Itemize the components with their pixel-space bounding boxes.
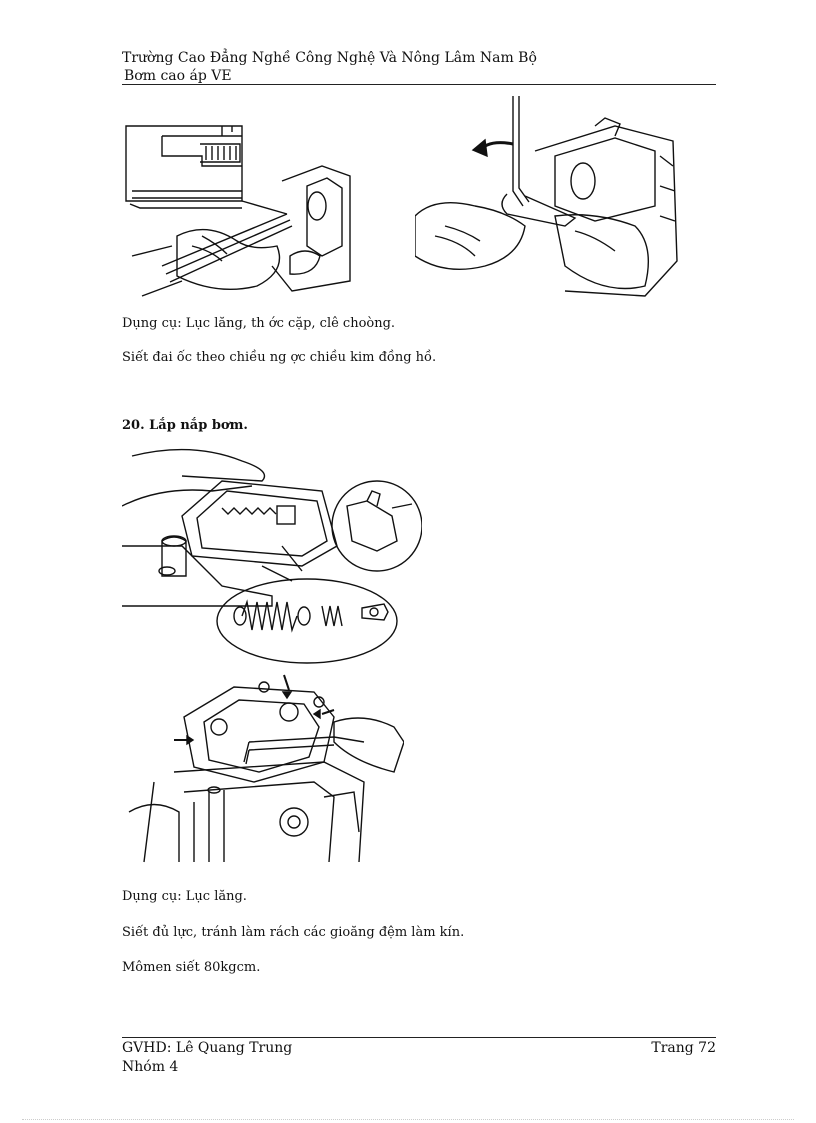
caliper-measurement-illustration: [122, 96, 352, 301]
page-edge-divider: [22, 1119, 794, 1120]
section-heading-20: 20. Lắp nắp bơm.: [122, 418, 248, 433]
tools-text-19: Dụng cụ: Lục lăng, th ớc cặp, clê choòng.: [122, 316, 396, 331]
footer-instructor: GVHD: Lê Quang Trung: [122, 1040, 293, 1056]
wrench-turning-illustration: [415, 96, 690, 301]
instruction-text-19: Siết đai ốc theo chiều ng ợc chiều kim đồng hồ.: [122, 350, 437, 365]
footer-group: Nhóm 4: [122, 1059, 179, 1075]
footer-rule: [122, 1037, 716, 1038]
pump-cover-spring-illustration: [122, 446, 422, 668]
instruction-text-20: Siết đủ lực, tránh làm rách các gioăng đệm làm kín.: [122, 925, 465, 940]
header-rule: [122, 84, 716, 85]
tools-text-20: Dụng cụ: Lục lăng.: [122, 889, 247, 904]
header-institution: Trường Cao Đẳng Nghề Công Nghệ Và Nông Lâm Nam Bộ: [122, 50, 537, 66]
pump-cover-torque-illustration: [124, 672, 404, 864]
header-subject: Bơm cao áp VE: [124, 68, 232, 84]
torque-text-20: Mômen siết 80kgcm.: [122, 960, 261, 975]
footer-page-number: Trang 72: [651, 1040, 716, 1056]
